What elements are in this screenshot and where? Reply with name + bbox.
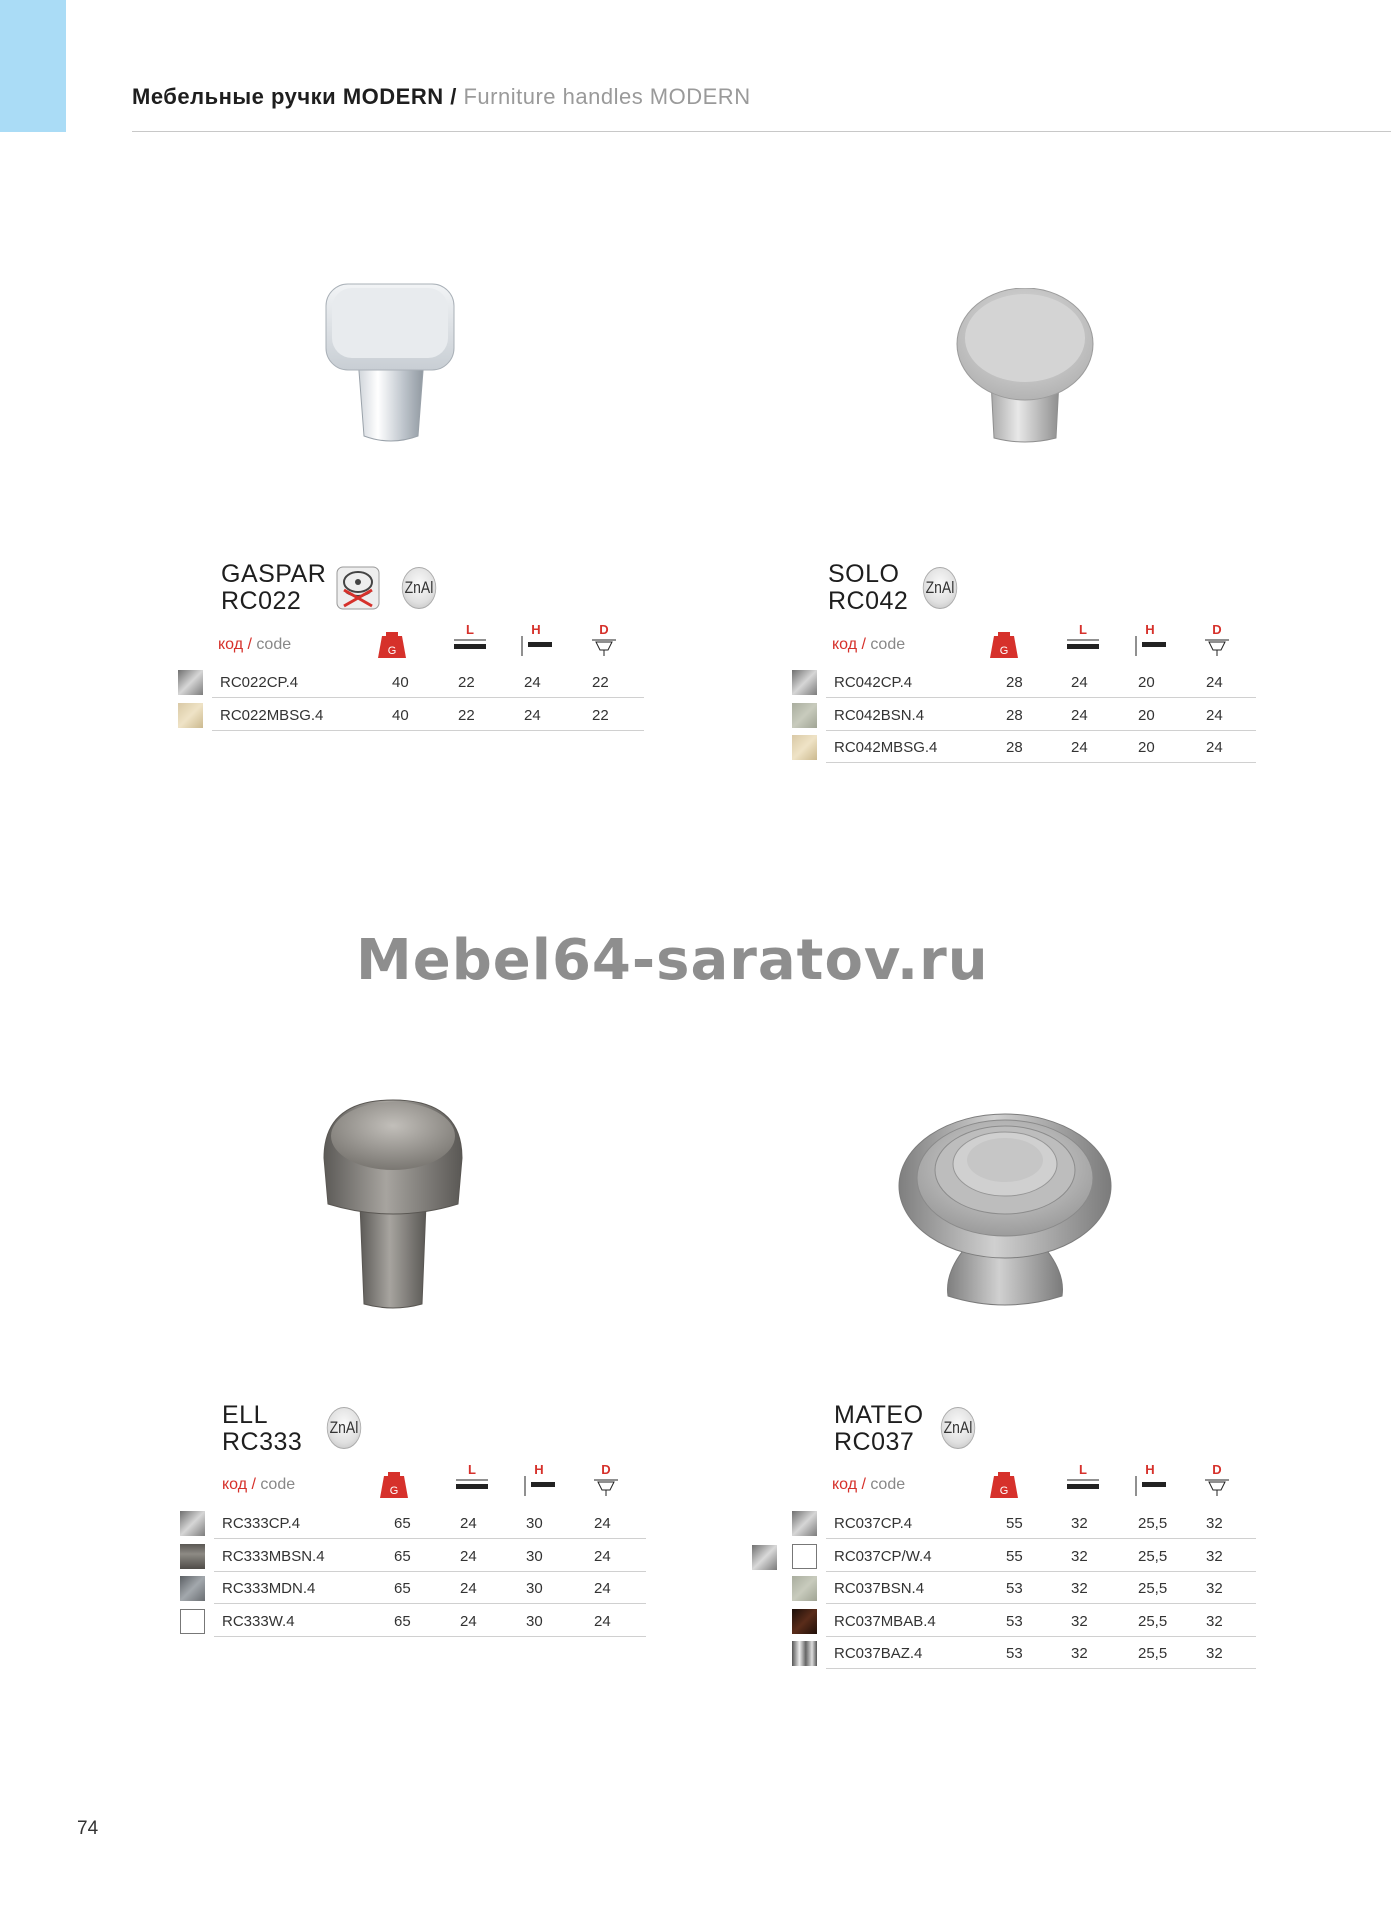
product-code: RC042BSN.4	[834, 706, 925, 724]
svg-text:G: G	[389, 1485, 399, 1497]
code-label-slash: /	[247, 636, 252, 653]
value-g: 65	[394, 1580, 411, 1597]
weight-icon	[984, 1466, 1024, 1502]
watermark: Mebel64-saratov.ru	[356, 928, 989, 993]
table-row	[214, 1540, 646, 1572]
code-label-en: code	[870, 636, 906, 653]
product-code: RC333MDN.4	[222, 1580, 316, 1597]
mateo-title	[834, 1402, 924, 1456]
gaspar-model: RC022	[221, 587, 302, 615]
value-h: 25,5	[1138, 1645, 1168, 1662]
table-row	[212, 666, 644, 698]
code-label-ru: код	[218, 636, 244, 653]
code-label-ru: код	[832, 636, 858, 653]
ell-name: ELL	[222, 1401, 268, 1429]
value-l: 24	[1071, 739, 1088, 756]
solo-color-swatch	[792, 670, 817, 695]
diameter-icon	[1197, 622, 1237, 658]
value-h: 30	[526, 1515, 543, 1532]
row-divider	[826, 1668, 1256, 1669]
weight-icon	[984, 626, 1024, 662]
value-g: 65	[394, 1515, 411, 1532]
value-l: 24	[460, 1612, 477, 1630]
table-row	[214, 1605, 646, 1637]
row-divider	[214, 1636, 646, 1637]
value-l: 32	[1071, 1515, 1088, 1532]
value-g: 55	[1006, 1515, 1023, 1532]
value-l: 32	[1071, 1547, 1088, 1565]
table-row	[214, 1507, 646, 1539]
value-h: 20	[1138, 706, 1155, 724]
value-d: 32	[1206, 1515, 1223, 1532]
value-d: 22	[592, 706, 609, 724]
svg-text:D: D	[1212, 1462, 1222, 1477]
value-g: 53	[1006, 1645, 1023, 1662]
svg-text:D: D	[1212, 622, 1222, 637]
value-d: 32	[1206, 1547, 1223, 1565]
height-icon	[516, 622, 556, 658]
code-label-en: code	[870, 1476, 906, 1493]
ell-color-swatch	[180, 1511, 205, 1536]
znal-badge: ZnAl	[327, 1407, 361, 1449]
code-label-slash: /	[861, 636, 866, 653]
value-l: 24	[460, 1515, 477, 1532]
value-h: 25,5	[1138, 1612, 1168, 1630]
value-h: 24	[524, 706, 541, 724]
gaspar-color-swatch	[178, 703, 203, 728]
no-dishwasher-icon	[336, 566, 380, 610]
value-d: 24	[1206, 739, 1223, 756]
product-code: RC333MBSN.4	[222, 1547, 325, 1565]
row-divider	[212, 730, 644, 731]
product-code: RC037CP/W.4	[834, 1547, 932, 1565]
mateo-color-swatch	[792, 1609, 817, 1634]
value-h: 20	[1138, 674, 1155, 691]
value-g: 28	[1006, 674, 1023, 691]
mateo-color-swatch	[792, 1576, 817, 1601]
product-code: RC037CP.4	[834, 1515, 913, 1532]
diameter-icon	[586, 1462, 626, 1498]
row-divider	[826, 762, 1256, 763]
value-l: 24	[1071, 674, 1088, 691]
table-row	[214, 1572, 646, 1604]
value-l: 22	[458, 674, 475, 691]
table-row	[826, 1572, 1256, 1604]
value-l: 24	[460, 1580, 477, 1597]
znal-badge: ZnAl	[941, 1407, 975, 1449]
value-l: 24	[1071, 706, 1088, 724]
value-l: 32	[1071, 1580, 1088, 1597]
header-separator: /	[450, 84, 457, 109]
mateo-name: MATEO	[834, 1401, 924, 1429]
product-code: RC022MBSG.4	[220, 706, 324, 724]
value-l: 24	[460, 1547, 477, 1565]
solo-color-swatch	[792, 735, 817, 760]
product-code: RC042CP.4	[834, 674, 913, 691]
table-row	[826, 1637, 1256, 1669]
svg-text:L: L	[1079, 622, 1087, 637]
value-l: 32	[1071, 1645, 1088, 1662]
value-g: 53	[1006, 1612, 1023, 1630]
table-row	[826, 699, 1256, 731]
solo-name: SOLO	[828, 560, 900, 588]
mateo-code-header	[832, 1476, 905, 1494]
ell-color-swatch	[180, 1609, 205, 1634]
gaspar-title	[221, 561, 326, 615]
ell-knob-image	[318, 1094, 468, 1314]
code-label-ru: код	[222, 1476, 248, 1493]
value-d: 32	[1206, 1612, 1223, 1630]
table-row	[826, 731, 1256, 763]
mateo-model: RC037	[834, 1428, 915, 1456]
value-h: 25,5	[1138, 1515, 1168, 1532]
product-code: RC022CP.4	[220, 674, 299, 691]
length-icon	[450, 622, 490, 658]
gaspar-knob-image	[318, 278, 464, 450]
svg-text:L: L	[468, 1462, 476, 1477]
value-g: 40	[392, 706, 409, 724]
gaspar-name: GASPAR	[221, 560, 327, 588]
ell-color-swatch	[180, 1576, 205, 1601]
value-h: 25,5	[1138, 1547, 1168, 1565]
code-label-ru: код	[832, 1476, 858, 1493]
height-icon	[1130, 1462, 1170, 1498]
svg-text:D: D	[601, 1462, 611, 1477]
length-icon	[1063, 622, 1103, 658]
value-d: 24	[594, 1547, 611, 1565]
value-d: 22	[592, 674, 609, 691]
code-label-en: code	[260, 1476, 296, 1493]
product-code: RC333CP.4	[222, 1515, 301, 1532]
svg-text:D: D	[599, 622, 609, 637]
weight-icon	[374, 1466, 414, 1502]
znal-badge: ZnAl	[402, 567, 436, 609]
value-g: 55	[1006, 1547, 1023, 1565]
page-number: 74	[77, 1818, 99, 1839]
value-d: 24	[594, 1612, 611, 1630]
gaspar-color-swatch	[178, 670, 203, 695]
header-divider	[132, 131, 1391, 132]
value-d: 24	[594, 1515, 611, 1532]
product-code: RC333W.4	[222, 1612, 295, 1630]
code-label-slash: /	[251, 1476, 256, 1493]
svg-text:L: L	[1079, 1462, 1087, 1477]
table-row	[826, 1540, 1256, 1572]
solo-model: RC042	[828, 587, 909, 615]
diameter-icon	[584, 622, 624, 658]
diameter-icon	[1197, 1462, 1237, 1498]
value-g: 53	[1006, 1580, 1023, 1597]
svg-text:G: G	[999, 1485, 1009, 1497]
value-g: 40	[392, 674, 409, 691]
ell-color-swatch	[180, 1544, 205, 1569]
value-l: 32	[1071, 1612, 1088, 1630]
value-h: 30	[526, 1612, 543, 1630]
value-g: 28	[1006, 739, 1023, 756]
code-label-slash: /	[861, 1476, 866, 1493]
mateo-extra-chrome-swatch	[752, 1545, 777, 1570]
l-label: L	[466, 622, 474, 637]
weight-icon	[372, 626, 412, 662]
header-title-ru: Мебельные ручки MODERN	[132, 84, 444, 109]
znal-badge: ZnAl	[923, 567, 957, 609]
svg-text:H: H	[1145, 622, 1155, 637]
ell-title	[222, 1402, 302, 1456]
table-row	[212, 699, 644, 731]
product-code: RC037BSN.4	[834, 1580, 925, 1597]
value-h: 24	[524, 674, 541, 691]
chapter-tab	[0, 0, 66, 132]
height-icon	[1130, 622, 1170, 658]
svg-text:H: H	[534, 1462, 544, 1477]
gaspar-code-header	[218, 636, 291, 654]
svg-text:H: H	[1145, 1462, 1155, 1477]
value-h: 30	[526, 1580, 543, 1597]
product-code: RC037BAZ.4	[834, 1645, 923, 1662]
table-row	[826, 1507, 1256, 1539]
value-d: 32	[1206, 1580, 1223, 1597]
length-icon	[1063, 1462, 1103, 1498]
value-d: 32	[1206, 1645, 1223, 1662]
svg-text:G: G	[999, 645, 1009, 657]
length-icon	[452, 1462, 492, 1498]
value-h: 25,5	[1138, 1580, 1168, 1597]
solo-knob-image	[954, 288, 1096, 448]
ell-code-header	[222, 1476, 295, 1494]
value-d: 24	[594, 1580, 611, 1597]
svg-text:H: H	[531, 622, 541, 637]
ell-model: RC333	[222, 1428, 303, 1456]
header-title-en: Furniture handles MODERN	[463, 84, 751, 109]
page-header	[132, 84, 751, 110]
mateo-knob-image	[896, 1100, 1114, 1312]
table-row	[826, 666, 1256, 698]
value-h: 30	[526, 1547, 543, 1565]
solo-title	[828, 561, 908, 615]
value-d: 24	[1206, 674, 1223, 691]
mateo-color-swatch	[792, 1544, 817, 1569]
product-code: RC037MBAB.4	[834, 1612, 936, 1630]
mateo-color-swatch	[792, 1641, 817, 1666]
solo-color-swatch	[792, 703, 817, 728]
table-row	[826, 1605, 1256, 1637]
height-icon	[519, 1462, 559, 1498]
value-d: 24	[1206, 706, 1223, 724]
solo-code-header	[832, 636, 905, 654]
value-l: 22	[458, 706, 475, 724]
code-label-en: code	[256, 636, 292, 653]
svg-text:G: G	[387, 645, 397, 657]
value-g: 65	[394, 1612, 411, 1630]
product-code: RC042MBSG.4	[834, 739, 938, 756]
value-g: 65	[394, 1547, 411, 1565]
value-g: 28	[1006, 706, 1023, 724]
mateo-color-swatch	[792, 1511, 817, 1536]
value-h: 20	[1138, 739, 1155, 756]
